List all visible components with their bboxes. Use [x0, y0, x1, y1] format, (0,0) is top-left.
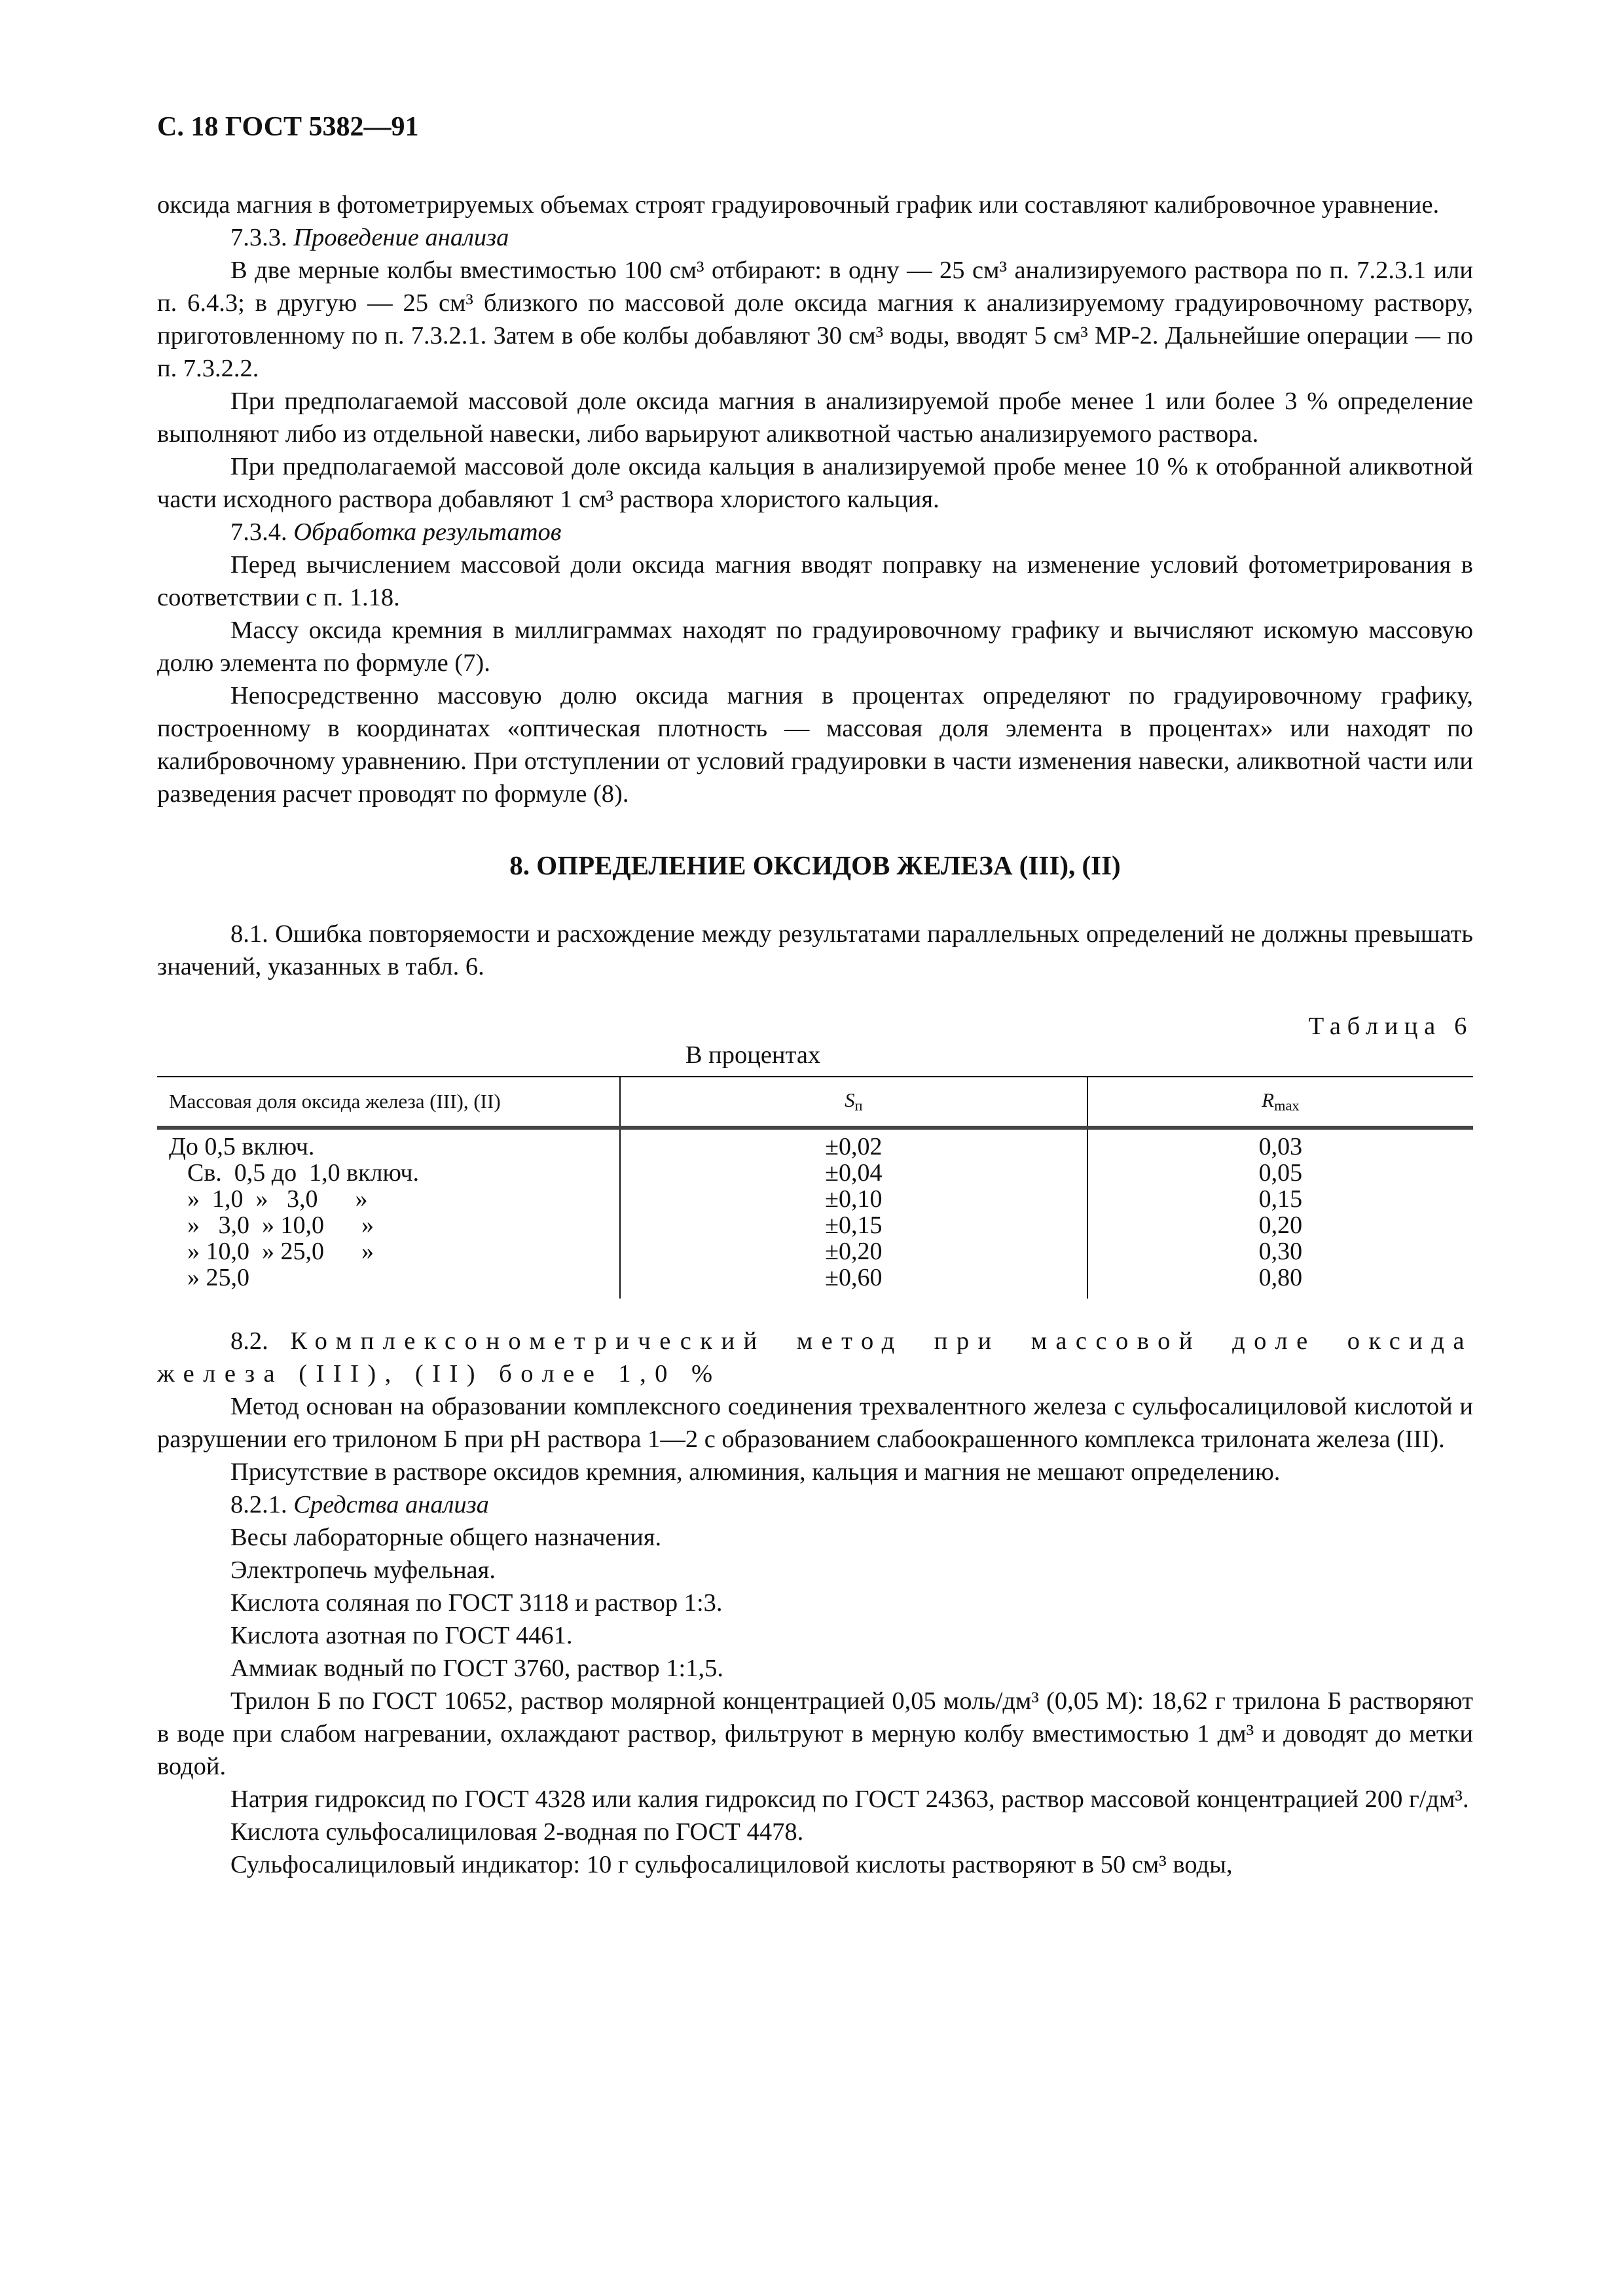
subsection-number: 7.3.4.: [230, 518, 287, 546]
table-row-s: ±0,04: [825, 1159, 883, 1187]
paragraph: Перед вычислением массовой доли оксида магния вводят поправку на изменение условий фотометрирования в соответствии с п. 1.18.: [157, 551, 1473, 611]
list-item: Весы лабораторные общего назначения.: [230, 1524, 662, 1551]
list-item: Кислота сульфосалициловая 2-водная по ГОСТ 4478.: [230, 1818, 804, 1846]
section-title-8: 8. ОПРЕДЕЛЕНИЕ ОКСИДОВ ЖЕЛЕЗА (III), (II): [509, 850, 1121, 880]
r-symbol: R: [1262, 1088, 1275, 1112]
table-row-range: » 1,0 » 3,0 »: [187, 1185, 368, 1213]
table-row-s: ±0,02: [825, 1133, 883, 1160]
subsection-number: 8.2.1.: [230, 1491, 287, 1518]
subsection-number: 8.2.: [230, 1327, 268, 1355]
r-subscript: max: [1274, 1097, 1300, 1114]
r-values-cell: [1087, 1128, 1473, 1299]
paragraph: Массу оксида кремния в миллиграммах находят по градуировочному графику и вычисляют искомую массовую долю элемента по формуле (7).: [157, 617, 1473, 677]
subsection-title: Средства анализа: [293, 1491, 489, 1518]
table-caption: Таблица 6: [1308, 1013, 1473, 1040]
list-item: Кислота азотная по ГОСТ 4461.: [230, 1622, 573, 1649]
paragraph: Метод основан на образовании комплексного соединения трехвалентного железа с сульфосалициловой кислотой и разрушении его трилоном Б при рН раствора 1—2 с образованием слабоокрашенного комплекса трилоната железа (III).: [157, 1393, 1473, 1453]
table-units: В процентах: [685, 1041, 821, 1069]
table-header-row: [157, 1077, 1473, 1128]
table-row-r: 0,20: [1258, 1211, 1303, 1239]
paragraph: Непосредственно массовую долю оксида магния в процентах определяют по градуировочному графику, построенному в координатах «оптическая плотность — массовая доля элемента в процентах» или находят по калибровочному уравнению. При отступлении от условий градуировки в части изменения навески, аликвотной части или разведения расчет проводят по формуле (8).: [157, 682, 1473, 808]
list-item: Аммиак водный по ГОСТ 3760, раствор 1:1,5.: [230, 1655, 724, 1682]
table-row-s: ±0,15: [825, 1211, 883, 1239]
table-row-range: До 0,5 включ.: [169, 1133, 315, 1160]
subsection-heading-7-3-4: [157, 516, 1473, 548]
list-item: Кислота соляная по ГОСТ 3118 и раствор 1:3.: [230, 1589, 723, 1617]
table-row-r: 0,05: [1258, 1159, 1303, 1187]
running-head: С. 18 ГОСТ 5382—91: [157, 112, 419, 142]
list-item: Электропечь муфельная.: [230, 1556, 496, 1584]
table-row-r: 0,15: [1258, 1185, 1303, 1213]
column-header-r: [1087, 1077, 1473, 1128]
column-header-s: [620, 1077, 1087, 1128]
paragraph: Присутствие в растворе оксидов кремния, алюминия, кальция и магния не мешают определению.: [230, 1458, 1281, 1486]
paragraph: При предполагаемой массовой доле оксида магния в анализируемой пробе менее 1 или более 3 % определение выполняют либо из отдельной навески, либо варьируют аликвотной частью анализируемого раствора.: [157, 387, 1473, 448]
table-row-range: Св. 0,5 до 1,0 включ.: [187, 1159, 420, 1187]
subsection-title: Проведение анализа: [293, 224, 509, 251]
list-item: Сульфосалициловый индикатор: 10 г сульфосалициловой кислоты растворяют в 50 см³ воды,: [230, 1851, 1233, 1878]
s-values-cell: [620, 1128, 1087, 1299]
mass-fraction-cell: [157, 1128, 620, 1299]
continued-paragraph: оксида магния в фотометрируемых объемах строят градуировочный график или составляют калибровочное уравнение.: [157, 191, 1440, 219]
s-subscript: п: [854, 1097, 863, 1114]
table-row-r: 0,30: [1258, 1238, 1303, 1265]
subsection-title: Обработка результатов: [293, 518, 562, 546]
table-row-s: ±0,20: [825, 1238, 883, 1265]
table-row-range: » 25,0: [187, 1264, 249, 1291]
paragraph: При предполагаемой массовой доле оксида кальция в анализируемой пробе менее 10 % к отобранной аликвотной части исходного раствора добавляют 1 см³ раствора хлористого кальция.: [157, 453, 1473, 513]
subsection-heading-8-2: [157, 1325, 1473, 1390]
table-row-s: ±0,10: [825, 1185, 883, 1213]
table-6: [157, 1076, 1473, 1299]
list-item: Трилон Б по ГОСТ 10652, раствор молярной концентрацией 0,05 моль/дм³ (0,05 М): 18,62 г трилона Б растворяют в воде при слабом нагревании, охлаждают раствор, фильтруют в мерную колбу вместимостью 1 дм³ и доводят до метки водой.: [157, 1687, 1473, 1780]
document-page: [157, 111, 1473, 1881]
table-row-s: ±0,60: [825, 1264, 883, 1291]
table-body-row: [157, 1128, 1473, 1299]
table-row-r: 0,80: [1258, 1264, 1303, 1291]
list-item: Натрия гидроксид по ГОСТ 4328 или калия гидроксид по ГОСТ 24363, раствор массовой концентрацией 200 г/дм³.: [230, 1785, 1469, 1813]
paragraph: В две мерные колбы вместимостью 100 см³ отбирают: в одну — 25 см³ анализируемого раствора по п. 7.2.3.1 или п. 6.4.3; в другую — 25 см³ близкого по массовой доле оксида магния к анализируемому градуировочному раствору, приготовленному по п. 7.3.2.1. Затем в обе колбы добавляют 30 см³ воды, вводят 5 см³ МР-2. Дальнейшие операции — по п. 7.3.2.2.: [157, 257, 1473, 382]
column-header-mass-fraction: Массовая доля оксида железа (III), (II): [157, 1077, 620, 1128]
subsection-title: Комплексонометрический метод при массовой доле оксида железа (III), (II) более 1,0 %: [157, 1327, 1473, 1388]
subsection-heading-8-2-1: [157, 1488, 1473, 1521]
paragraph-8-1: 8.1. Ошибка повторяемости и расхождение между результатами параллельных определений не должны превышать значений, указанных в табл. 6.: [157, 920, 1473, 980]
s-symbol: S: [845, 1088, 855, 1112]
table-row-r: 0,03: [1258, 1133, 1303, 1160]
table-row-range: » 10,0 » 25,0 »: [187, 1238, 374, 1265]
subsection-number: 7.3.3.: [230, 224, 287, 251]
table-row-range: » 3,0 » 10,0 »: [187, 1211, 374, 1239]
subsection-heading-7-3-3: [157, 221, 1473, 254]
